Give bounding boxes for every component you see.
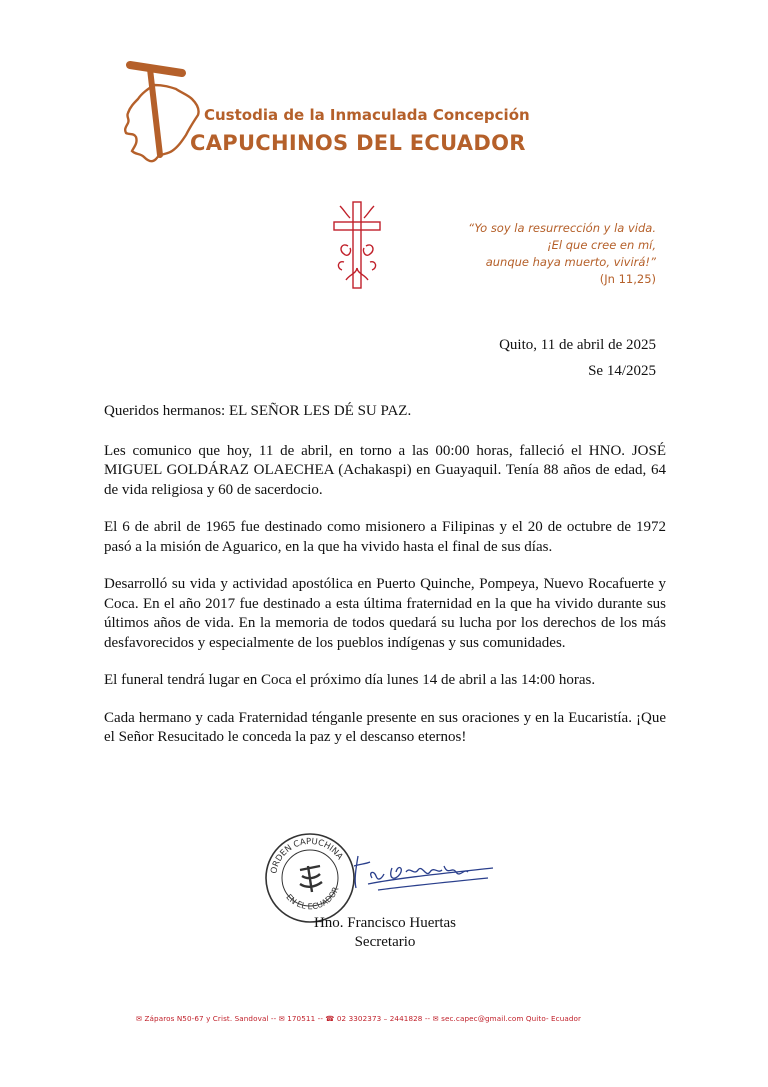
footer-contact: ✉ Záparos N50-67 y Crist. Sandoval -- ✉ 170511 -- ☎ 02 3302373 – 2441828 -- ✉ sec.capec@gmail.com Quito- Ecuador	[136, 1014, 582, 1023]
cross-lily-icon	[326, 196, 388, 292]
order-seal-stamp	[262, 830, 358, 926]
quote-line-3: aunque haya muerto, vivirá!”	[485, 255, 656, 269]
signer-name: Hno. Francisco Huertas	[313, 915, 457, 931]
signer-block	[290, 914, 480, 952]
place-date: Quito, 11 de abril de 2025	[499, 337, 656, 353]
handwritten-signature	[348, 848, 498, 896]
paragraph-3: Desarrolló su vida y actividad apostólica en Puerto Quinche, Pompeya, Nuevo Rocafuerte y Coca. En el año 2017 fue destinado a esta última fraternidad en la que ha vivido durante sus últimos años de vida. En la memoria de todos quedará su lucha por los derechos de los más desfavorecidos y especialmente de los pueblos indígenas y sus comunidades.	[104, 576, 666, 651]
dateline	[499, 332, 656, 384]
signer-role: Secretario	[354, 934, 416, 950]
quote-reference: (Jn 11,25)	[599, 272, 656, 286]
org-name: CAPUCHINOS DEL ECUADOR	[190, 131, 526, 155]
greeting: Queridos hermanos: EL SEÑOR LES DÉ SU PAZ.	[104, 403, 412, 419]
reference-number: Se 14/2025	[588, 363, 656, 379]
org-subtitle: Custodia de la Inmaculada Concepción	[204, 106, 530, 124]
scripture-quote	[468, 220, 656, 288]
paragraph-2: El 6 de abril de 1965 fue destinado como misionero a Filipinas y el 20 de octubre de 1972 pasó a la misión de Aguarico, en la que ha vivido hasta el final de sus días.	[104, 519, 666, 555]
quote-line-1: “Yo soy la resurrección y la vida.	[468, 221, 656, 235]
seal-text-top: ORDEN CAPUCHINA	[269, 836, 345, 875]
seal-text-bottom: EN EL ECUADOR	[284, 885, 341, 912]
paragraph-1: Les comunico que hoy, 11 de abril, en torno a las 00:00 horas, falleció el HNO. JOSÉ MIGUEL GOLDÁRAZ OLAECHEA (Achakaspi) en Guayaquil. Tenía 88 años de edad, 64 de vida religiosa y 60 de sacerdocio.	[104, 442, 666, 498]
paragraph-4: El funeral tendrá lugar en Coca el próximo día lunes 14 de abril a las 14:00 horas.	[104, 672, 596, 688]
letter-body	[104, 402, 666, 766]
quote-line-2: ¡El que cree en mí,	[547, 238, 656, 252]
paragraph-5: Cada hermano y cada Fraternidad ténganle presente en sus oraciones y en la Eucaristía. ¡Que el Señor Resucitado le conceda la paz y el descanso eternos!	[104, 709, 666, 745]
